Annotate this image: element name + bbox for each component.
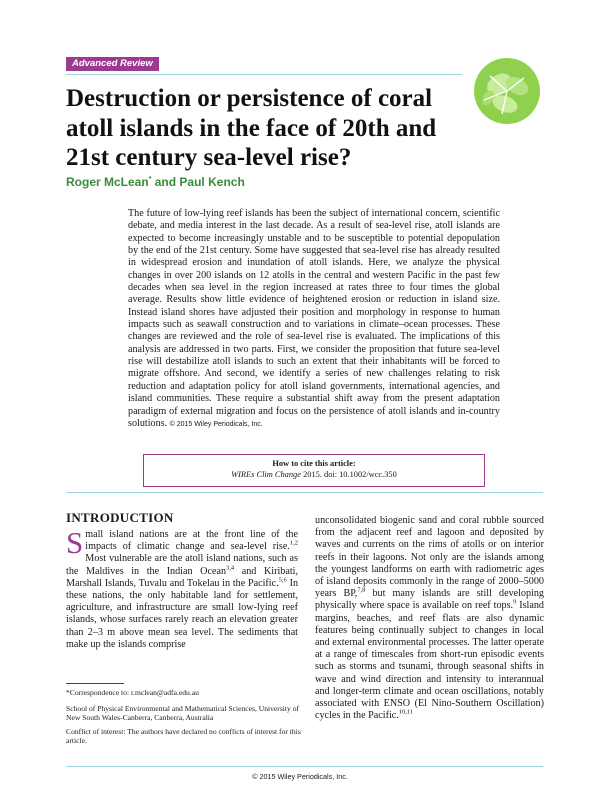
intro-column-left [66,525,299,651]
citation-heading: How to cite this article: [272,459,356,468]
intro-text: Most vulnerable are the atoll island nations, such as the Maldives in the Indian Ocean [66,553,298,577]
leaf-logo-icon [472,56,542,126]
intro-column-right [315,515,544,722]
corresponding-author-mark: * [148,176,152,183]
intro-text: but many islands are still developing physically where space is available on reef tops. [315,588,544,612]
author-name[interactable]: and Paul Kench [151,175,245,189]
intro-text: Island margins, beaches, and reef flats are also dynamic features being continually subject to changes in local and external environmental processes. The latter operate at a range of timescales from short-run episodic events such as storms and tsunami, through seasonal shifts in wave and wind direction and intensity to interannual and longer-term climate and ocean oscillations, notably associated with ENSO (El Nino-Southern Oscillation) cycles in the Pacific. [315,600,544,722]
drop-cap: S [66,525,84,560]
intro-text: and Kiribati, Marshall Islands, Tuvalu and Tokelau in the Pacific. [66,565,298,589]
citation-box [143,454,485,487]
reference-link[interactable]: 1,2 [289,539,298,547]
article-title: Destruction or persistence of coral atoll islands in the face of 20th and 21st century sea-level rise? [66,85,437,171]
author-name[interactable]: Roger McLean [66,175,149,189]
abstract-copyright: © 2015 Wiley Periodicals, Inc. [169,420,263,428]
affiliation-note: School of Physical Environmental and Mathematical Sciences, University of New South Wales-Canberra, Canberra, Australia [66,704,300,723]
author-list [66,175,245,189]
section-heading: INTRODUCTION [66,510,174,525]
intro-text: unconsolidated biogenic sand and coral rubble sourced from the adjacent reef and lagoon and deposited by waves and currents on the rims of atolls or on interior reefs in their lagoons. Not only are the islands among the youngest landforms on earth with radiometric ages of island deposits commonly in the range of 2000–5000 years BP, [315,515,544,600]
citation-text[interactable] [144,469,484,480]
correspondence-note[interactable]: *Correspondence to: r.mclean@adfa.edu.au [66,688,199,697]
citation-doi: 2015. doi: 10.1002/wcc.350 [300,470,397,479]
reference-link[interactable]: 3,4 [226,564,235,572]
reference-link[interactable]: 9 [513,599,517,607]
footer-rule [66,766,543,767]
page-footer: © 2015 Wiley Periodicals, Inc. [252,772,348,781]
footnote-rule [66,683,124,684]
conflict-note: Conflict of interest: The authors have declared no conflicts of interest for this article. [66,727,301,746]
intro-text: In these nations, the only habitable land for settlement, agriculture, and infrastructure are small low-lying reef islands, whose surfaces rarely reach an elevation greater than 2–3 m above mean sea level. The sediments that make up the islands comprise [66,577,299,650]
intro-text: mall island nations are at the front line of the impacts of climatic change and sea-level rise. [85,529,298,553]
reference-link[interactable]: 10,11 [398,708,414,716]
section-rule [66,492,543,493]
header-rule [66,74,462,75]
reference-link[interactable]: 7,8 [357,586,366,594]
article-type-badge: Advanced Review [66,57,159,71]
abstract [128,208,500,431]
abstract-text: The future of low-lying reef islands has been the subject of international concern, scientific debate, and media interest in the last decade. As a result of sea-level rise, atoll islands are expected to become increasingly unstable and to be susceptible to potential depopulation by the end of the 21st century. Some have suggested that sea-level rise has already resulted in widespread erosion and inundation of atoll islands. Here, we analyze the physical changes in over 200 islands on 12 atolls in the central and western Pacific in the past few decades when sea level in the region increased at rates three to four times the global average. Results show little evidence of heightened erosion or reduction in island size. Instead island shores have adjusted their position and morphology in response to human impacts such as seawall construction and to variations in climate–ocean processes. These changes are reviewed and the role of sea-level rise is evaluated. The implications of this analysis are addressed in two parts. First, we consider the proposition that future sea-level rise will destabilize atoll islands to such an extent that their inhabitants will be forced to migrate offshore. And second, we identify a series of new challenges relating to risk reduction and adaptation policy for atoll island governments, international agencies, and island communities. These require a substantial shift away from the present adaptation paradigm of external migration and focus on the persistence of atoll islands and in-country solutions. [128,208,500,429]
citation-journal: WIREs Clim Change [231,470,301,479]
reference-link[interactable]: 5,6 [278,576,287,584]
